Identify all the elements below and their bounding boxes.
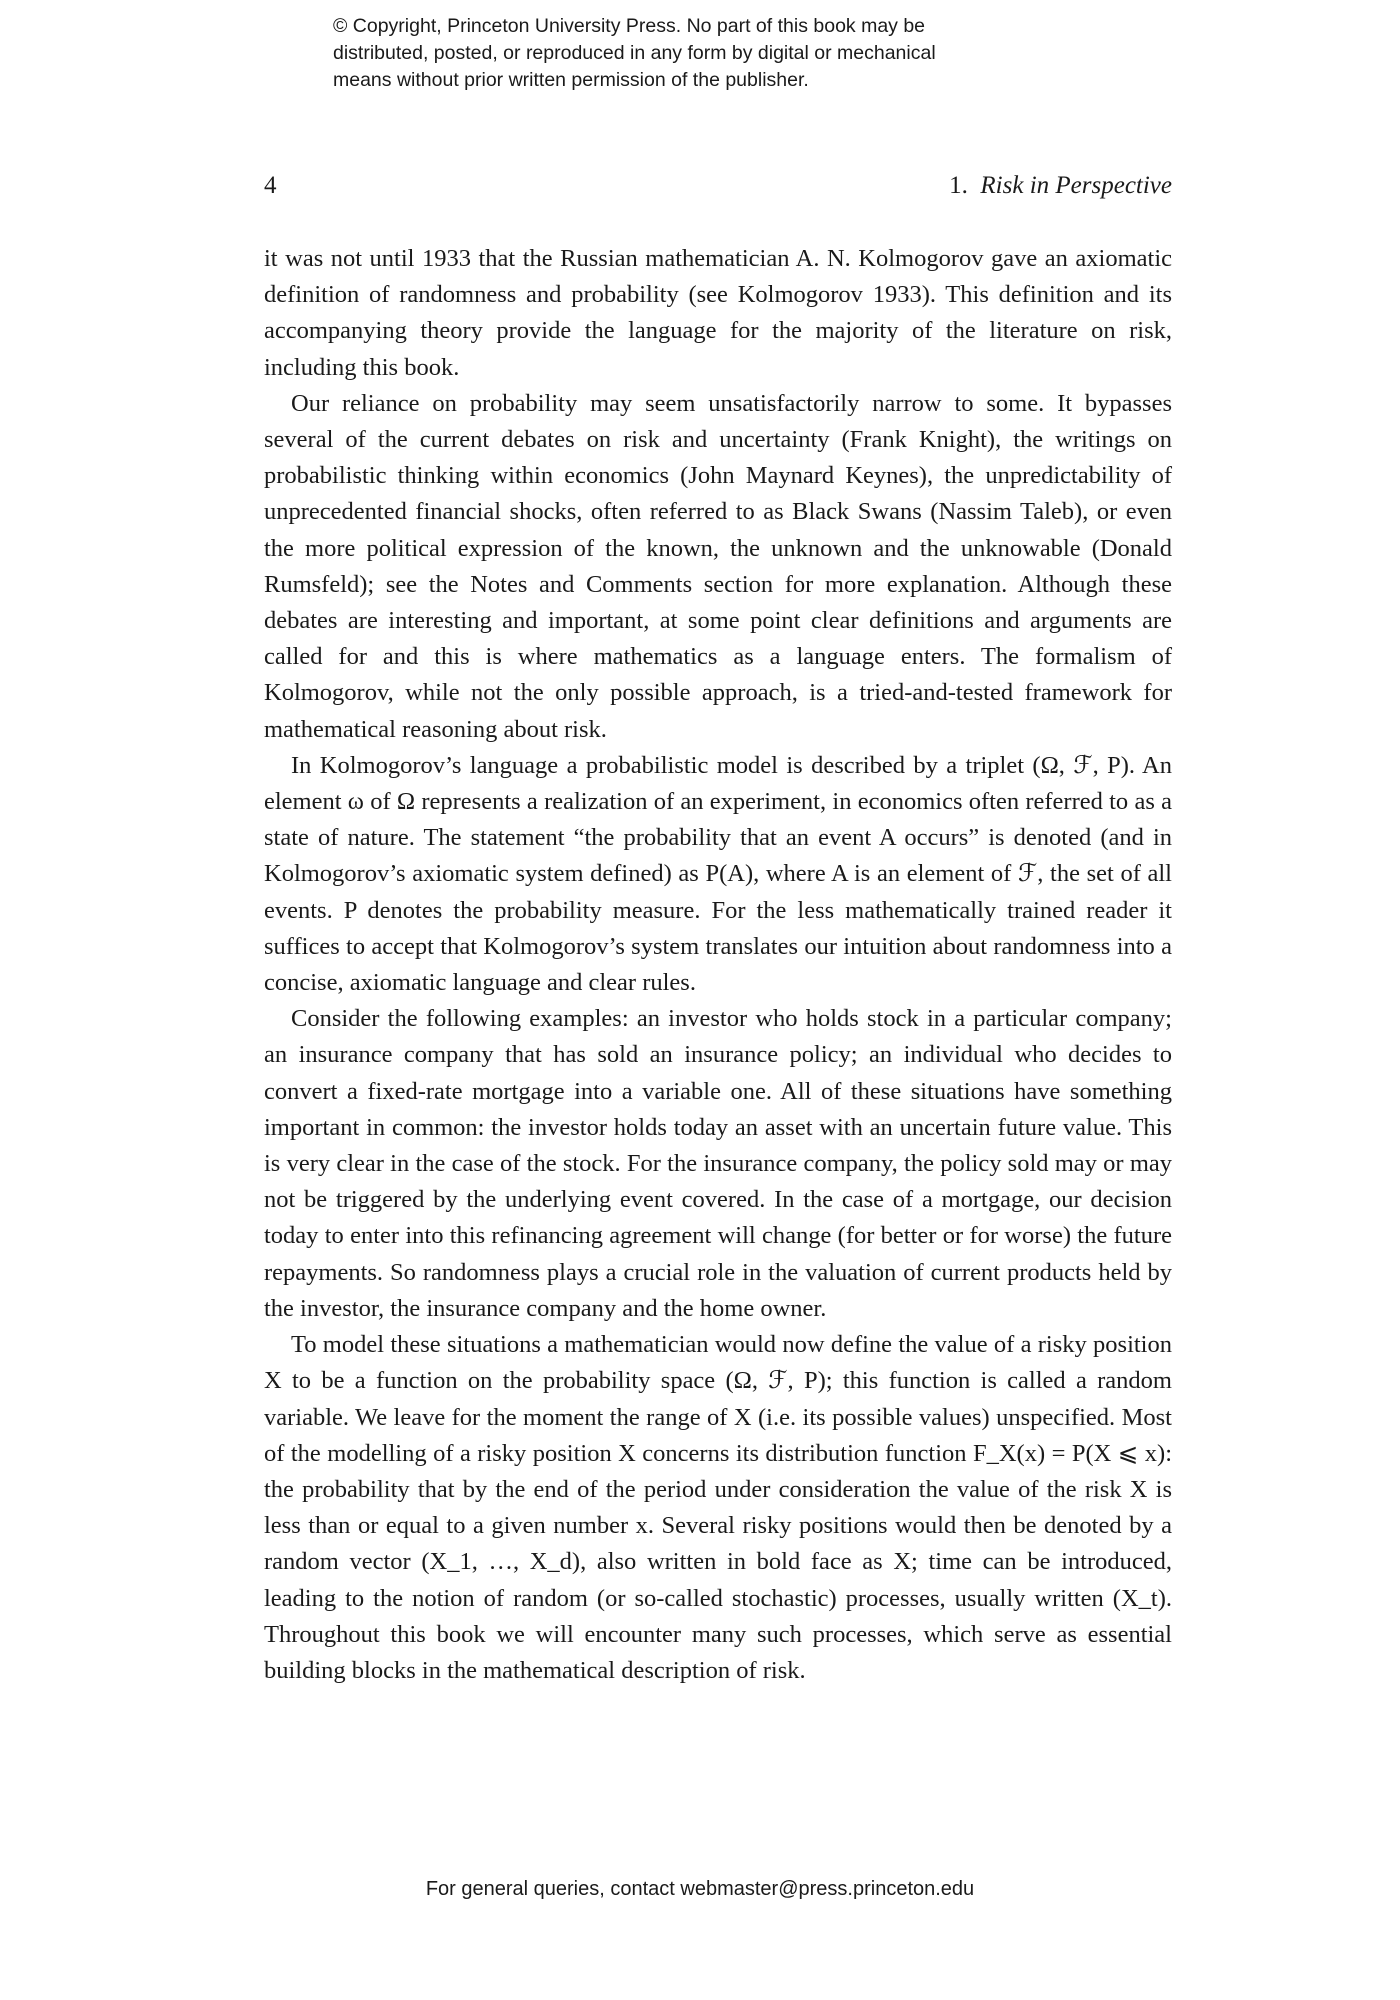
chapter-heading bbox=[949, 172, 1172, 200]
body-text bbox=[264, 241, 1172, 1689]
page-number: 4 bbox=[264, 172, 277, 199]
running-head bbox=[264, 172, 1172, 208]
copyright-line: distributed, posted, or reproduced in any form by digital or mechanical bbox=[333, 42, 936, 64]
chapter-number: 1. bbox=[949, 172, 968, 199]
paragraph: Our reliance on probability may seem unsatisfactorily narrow to some. It bypasses several of the current debates on risk and uncertainty (Frank Knight), the writings on probabilistic thinking within economics (John Maynard Keynes), the unpredictability of unprecedented financial shocks, often referred to as Black Swans (Nassim Taleb), or even the more political expression of the known, the unknown and the unknowable (Donald Rumsfeld); see the Notes and Comments section for more explanation. Although these debates are interesting and important, at some point clear definitions and arguments are called for and this is where mathematics as a language enters. The formalism of Kolmogorov, while not the only possible approach, is a tried-and-tested framework for mathematical reasoning about risk. bbox=[264, 389, 1172, 743]
copyright-line: © Copyright, Princeton University Press. No part of this book may be bbox=[333, 15, 926, 37]
paragraph: To model these situations a mathematician would now define the value of a risky position X to be a function on the probability space (Ω, ℱ, P); this function is called a random variable. We leave for the moment the range of X (i.e. its possible values) unspecified. Most of the modelling of a risky position X concerns its distribution function F_X(x) = P(X ⩽ x): the probability that by the end of the period under consideration the value of the risk X is less than or equal to a given number x. Several risky positions would then be denoted by a random vector (X_1, …, X_d), also written in bold face as X; time can be introduced, leading to the notion of random (or so-called stochastic) processes, usually written (X_t). Throughout this book we will encounter many such processes, which serve as essential building blocks in the mathematical description of risk. bbox=[264, 1331, 1172, 1684]
footer-contact: For general queries, contact webmaster@press.princeton.edu bbox=[425, 1878, 975, 1900]
paragraph: In Kolmogorov’s language a probabilistic model is described by a triplet (Ω, ℱ, P). An element ω of Ω represents a realization of an experiment, in economics often referred to as a state of nature. The statement “the probability that an event A occurs” is denoted (and in Kolmogorov’s axiomatic system defined) as P(A), where A is an element of ℱ, the set of all events. P denotes the probability measure. For the less mathematically trained reader it suffices to accept that Kolmogorov’s system translates our intuition about randomness into a concise, axiomatic language and clear rules. bbox=[264, 751, 1172, 997]
paragraph: it was not until 1933 that the Russian mathematician A. N. Kolmogorov gave an axiomatic definition of randomness and probability (see Kolmogorov 1933). This definition and its accompanying theory provide the language for the majority of the literature on risk, including this book. bbox=[264, 245, 1172, 381]
paragraph: Consider the following examples: an investor who holds stock in a particular company; an insurance company that has sold an insurance policy; an individual who decides to convert a fixed-rate mortgage into a variable one. All of these situations have something important in common: the investor holds today an asset with an uncertain future value. This is very clear in the case of the stock. For the insurance company, the policy sold may or may not be triggered by the underlying event covered. In the case of a mortgage, our decision today to enter into this refinancing agreement will change (for better or for worse) the future repayments. So randomness plays a crucial role in the valuation of current products held by the investor, the insurance company and the home owner. bbox=[264, 1005, 1172, 1322]
chapter-title: Risk in Perspective bbox=[980, 172, 1172, 199]
copyright-notice bbox=[333, 13, 1093, 94]
copyright-line: means without prior written permission of the publisher. bbox=[333, 69, 809, 91]
